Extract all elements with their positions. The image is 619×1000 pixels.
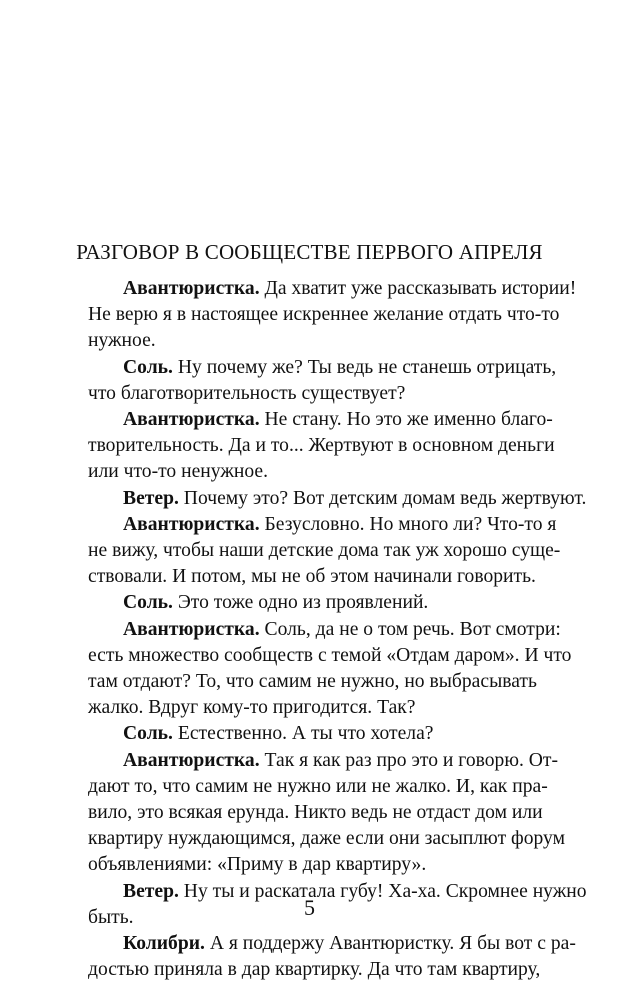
dialogue-body — [88, 276, 587, 983]
speaker-name: Ветер. — [123, 880, 179, 902]
text-line — [88, 381, 534, 407]
text-line — [88, 486, 587, 512]
line-text: что благотворительность существует? — [88, 382, 406, 404]
line-text: есть множество сообществ с темой «Отдам даром». И что — [88, 644, 572, 666]
text-line — [88, 564, 534, 590]
dialogue-paragraph — [88, 617, 572, 722]
dialogue-paragraph — [88, 931, 576, 983]
line-text: Не верю я в настоящее искреннее желание отдать что-то — [88, 304, 560, 326]
line-text: быть. — [88, 906, 134, 928]
text-line — [88, 459, 534, 485]
line-text: А я поддержу Авантюристку. Я бы вот с ра- — [204, 933, 576, 955]
dialogue-paragraph — [88, 721, 534, 747]
dialogue-paragraph — [88, 748, 565, 879]
text-line — [88, 852, 534, 878]
line-text: Ну ты и раскатала губу! Ха-ха. Скромнее нужно — [178, 880, 587, 902]
text-line — [88, 590, 534, 616]
text-line — [88, 538, 561, 564]
speaker-name: Соль. — [123, 356, 173, 378]
speaker-name: Ветер. — [123, 487, 179, 509]
text-line — [88, 774, 548, 800]
line-text: Так я как раз про это и говорю. От- — [259, 749, 558, 771]
text-line — [88, 617, 561, 643]
text-line — [88, 328, 534, 354]
line-text: Не стану. Но это же именно благо- — [259, 409, 553, 431]
dialogue-paragraph — [88, 512, 561, 591]
dialogue-paragraph — [88, 276, 577, 355]
text-line — [88, 512, 557, 538]
text-line — [88, 276, 577, 302]
speaker-name: Авантюристка. — [123, 409, 260, 431]
line-text: не вижу, чтобы наши детские дома так уж хорошо суще- — [88, 540, 561, 562]
speaker-name: Авантюристка. — [123, 513, 260, 535]
text-line — [88, 721, 534, 747]
line-text: объявлениями: «Приму в дар квартиру». — [88, 854, 427, 876]
speaker-name: Соль. — [123, 592, 173, 614]
dialogue-paragraph — [88, 407, 555, 486]
dialogue-paragraph — [88, 486, 587, 512]
text-line — [88, 643, 572, 669]
text-line — [88, 695, 534, 721]
text-line — [88, 800, 543, 826]
line-text: Безусловно. Но много ли? Что-то я — [259, 513, 557, 535]
line-text: вило, это всякая ерунда. Никто ведь не отдаст дом или — [88, 802, 543, 824]
line-text: дают то, что самим не нужно или не жалко. И, как пра- — [88, 775, 548, 797]
text-line — [88, 748, 558, 774]
text-line — [88, 669, 537, 695]
page-number: 5 — [304, 895, 315, 920]
text-line — [88, 826, 565, 852]
text-line — [88, 302, 560, 328]
text-line — [88, 355, 557, 381]
line-text: квартиру нуждающимся, даже если они засыплют форум — [88, 828, 565, 850]
line-text: жалко. Вдруг кому-то пригодится. Так? — [88, 697, 416, 719]
dialogue-paragraph — [88, 590, 534, 616]
text-line — [88, 433, 555, 459]
dialogue-paragraph — [88, 355, 557, 407]
speaker-name: Авантюристка. — [123, 749, 260, 771]
line-text: ствовали. И потом, мы не об этом начинали говорить. — [88, 566, 536, 588]
line-text: нужное. — [88, 330, 156, 352]
line-text: там отдают? То, что самим не нужно, но выбрасывать — [88, 671, 537, 693]
text-line — [88, 957, 541, 983]
speaker-name: Соль. — [123, 723, 173, 745]
speaker-name: Колибри. — [123, 933, 205, 955]
line-text: Соль, да не о том речь. Вот смотри: — [259, 618, 561, 640]
line-text: Это тоже одно из проявлений. — [172, 592, 429, 614]
speaker-name: Авантюристка. — [123, 618, 260, 640]
line-text: Почему это? Вот детским домам ведь жертвуют. — [178, 487, 587, 509]
chapter-title: РАЗГОВОР В СООБЩЕСТВЕ ПЕРВОГО АПРЕЛЯ — [76, 240, 543, 264]
speaker-name: Авантюристка. — [123, 278, 260, 299]
line-text: творительность. Да и то... Жертвуют в основном деньги — [88, 435, 555, 457]
line-text: Ну почему же? Ты ведь не станешь отрицать, — [172, 356, 557, 378]
line-text: Естественно. А ты что хотела? — [172, 723, 434, 745]
line-text: или что-то ненужное. — [88, 461, 268, 483]
line-text: Да хватит уже рассказывать истории! — [259, 278, 577, 299]
line-text: достью приняла в дар квартирку. Да что там квартиру, — [88, 959, 541, 981]
text-line — [88, 931, 576, 957]
text-line — [88, 407, 553, 433]
